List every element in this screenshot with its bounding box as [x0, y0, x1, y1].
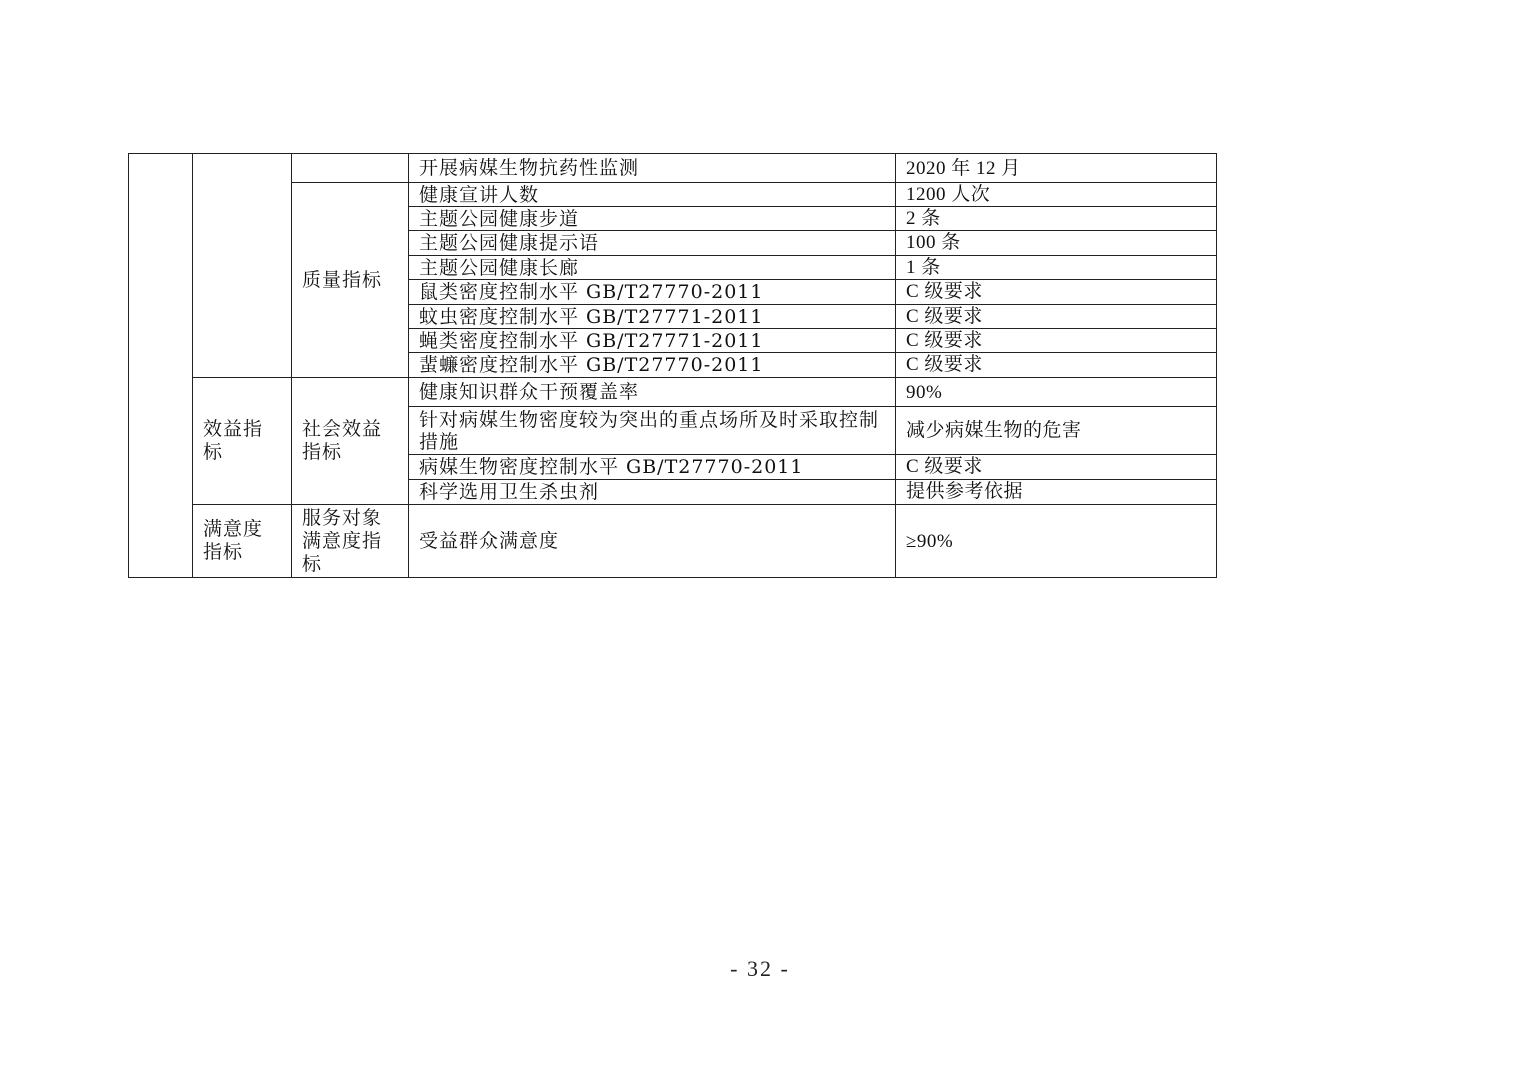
indicator-cell: 鼠类密度控制水平 GB/T27770-2011 — [409, 280, 896, 305]
table-row — [129, 378, 1217, 407]
indicator-cell: 健康宣讲人数 — [409, 183, 896, 207]
value-cell: 减少病媒生物的危害 — [896, 407, 1217, 455]
indicator-cell: 针对病媒生物密度较为突出的重点场所及时采取控制措施 — [409, 407, 896, 455]
indicator-cell: 主题公园健康步道 — [409, 207, 896, 231]
page-number: - 32 - — [730, 956, 790, 981]
blank-first-level-cell — [193, 154, 292, 378]
indicator-cell: 蝇类密度控制水平 GB/T27771-2011 — [409, 329, 896, 353]
indicator-cell: 健康知识群众干预覆盖率 — [409, 378, 896, 407]
value-cell: ≥90% — [896, 505, 1217, 578]
table-row — [129, 183, 1217, 207]
value-cell: C 级要求 — [896, 280, 1217, 305]
value-cell: 90% — [896, 378, 1217, 407]
table-row — [129, 154, 1217, 183]
first-level-benefit: 效益指标 — [193, 378, 292, 505]
indicator-cell: 受益群众满意度 — [409, 505, 896, 578]
indicator-cell: 主题公园健康长廊 — [409, 256, 896, 280]
blank-second-level-cell — [292, 154, 409, 183]
second-level-service-satisfaction: 服务对象满意度指标 — [292, 505, 409, 578]
table-row — [129, 505, 1217, 578]
indicator-cell: 病媒生物密度控制水平 GB/T27770-2011 — [409, 455, 896, 480]
value-cell: 2020 年 12 月 — [896, 154, 1217, 183]
value-cell: C 级要求 — [896, 455, 1217, 480]
indicator-cell: 蚊虫密度控制水平 GB/T27771-2011 — [409, 305, 896, 329]
blank-category-cell — [129, 154, 193, 578]
value-cell: 提供参考依据 — [896, 480, 1217, 505]
performance-indicator-table — [128, 153, 1217, 578]
second-level-social-benefit: 社会效益指标 — [292, 378, 409, 505]
indicator-cell: 科学选用卫生杀虫剂 — [409, 480, 896, 505]
indicator-cell: 蜚蠊密度控制水平 GB/T27770-2011 — [409, 353, 896, 378]
value-cell: 1 条 — [896, 256, 1217, 280]
value-cell: C 级要求 — [896, 329, 1217, 353]
value-cell: C 级要求 — [896, 305, 1217, 329]
value-cell: 2 条 — [896, 207, 1217, 231]
value-cell: 1200 人次 — [896, 183, 1217, 207]
value-cell: C 级要求 — [896, 353, 1217, 378]
second-level-quality: 质量指标 — [292, 183, 409, 378]
value-cell: 100 条 — [896, 231, 1217, 256]
first-level-satisfaction: 满意度指标 — [193, 505, 292, 578]
indicator-cell: 主题公园健康提示语 — [409, 231, 896, 256]
indicator-cell: 开展病媒生物抗药性监测 — [409, 154, 896, 183]
